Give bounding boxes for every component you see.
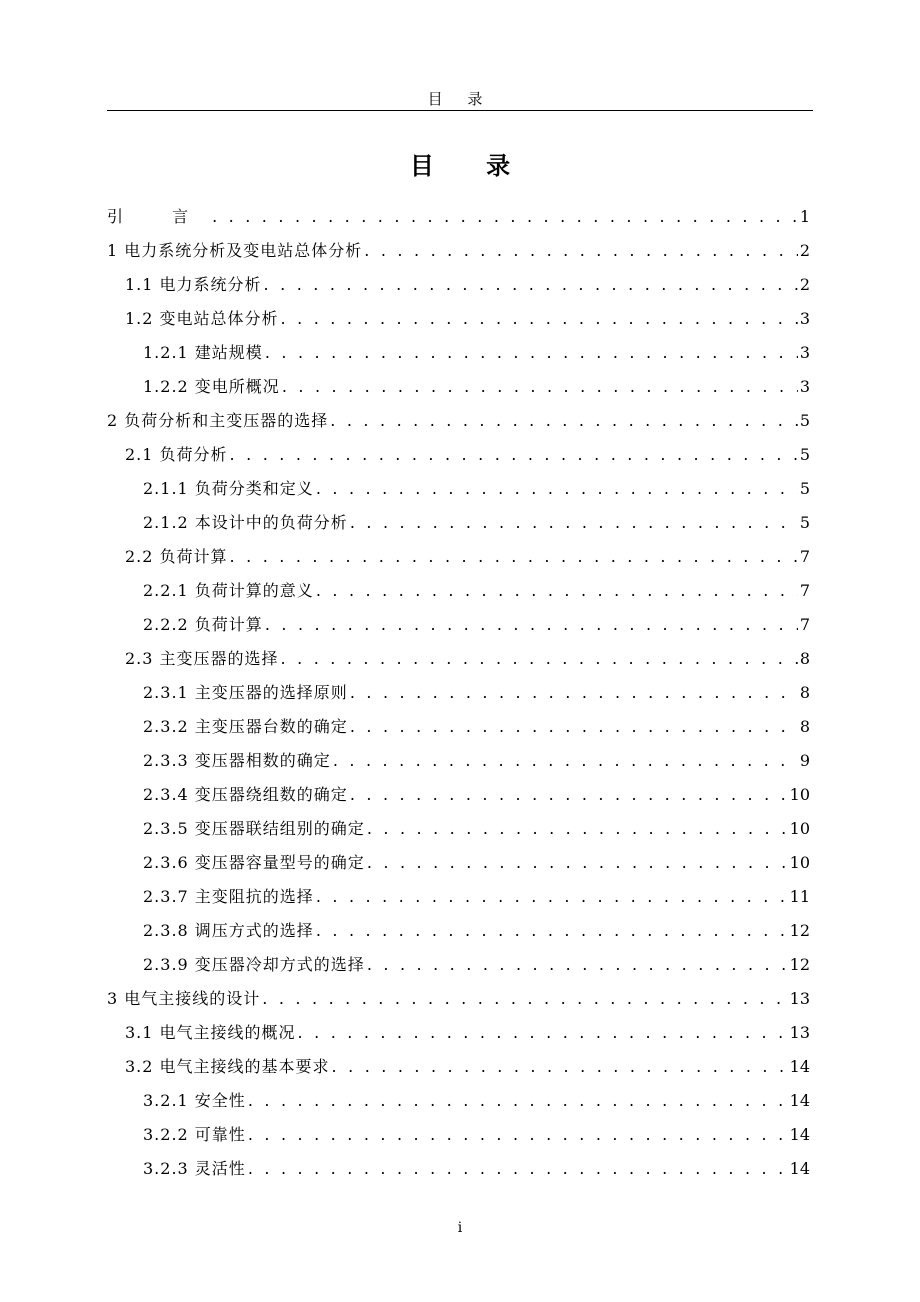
toc-entry-title: 1.1 电力系统分析 bbox=[125, 275, 262, 294]
running-header: 目 录 bbox=[427, 90, 493, 108]
table-of-contents bbox=[107, 204, 810, 1190]
toc-entry-page: 10 bbox=[789, 785, 810, 804]
toc-entry[interactable] bbox=[107, 510, 810, 544]
toc-entry-page: 5 bbox=[799, 445, 810, 464]
toc-dot-leader bbox=[350, 717, 798, 736]
toc-entry-title: 引 言 bbox=[107, 207, 211, 226]
toc-entry[interactable] bbox=[107, 272, 810, 306]
toc-entry-title: 2.3.3 变压器相数的确定 bbox=[143, 751, 331, 770]
toc-dot-leader bbox=[264, 275, 798, 294]
toc-entry[interactable] bbox=[107, 340, 810, 374]
page-number: i bbox=[457, 1220, 463, 1236]
toc-dot-leader bbox=[316, 479, 798, 498]
toc-entry-title: 2.1.2 本设计中的负荷分析 bbox=[143, 513, 348, 532]
toc-entry-page: 7 bbox=[799, 581, 810, 600]
toc-entry[interactable] bbox=[107, 1122, 810, 1156]
toc-entry[interactable] bbox=[107, 918, 810, 952]
toc-dot-leader bbox=[282, 377, 798, 396]
toc-entry-title: 2.2.1 负荷计算的意义 bbox=[143, 581, 314, 600]
toc-dot-leader bbox=[316, 887, 788, 906]
toc-entry-page: 5 bbox=[799, 513, 810, 532]
toc-entry[interactable] bbox=[107, 1088, 810, 1122]
toc-dot-leader bbox=[367, 853, 788, 872]
toc-entry-title: 1.2.2 变电所概况 bbox=[143, 377, 280, 396]
toc-entry-page: 11 bbox=[789, 887, 810, 906]
toc-entry-page: 2 bbox=[799, 241, 810, 260]
toc-entry-page: 14 bbox=[789, 1057, 810, 1076]
toc-entry[interactable] bbox=[107, 816, 810, 850]
toc-dot-leader bbox=[350, 513, 798, 532]
toc-entry-page: 13 bbox=[789, 1023, 810, 1042]
toc-entry-title: 1 电力系统分析及变电站总体分析 bbox=[107, 241, 363, 260]
toc-dot-leader bbox=[248, 1125, 788, 1144]
toc-dot-leader bbox=[316, 581, 798, 600]
toc-entry-title: 2.3.4 变压器绕组数的确定 bbox=[143, 785, 348, 804]
toc-entry-title: 2 负荷分析和主变压器的选择 bbox=[107, 411, 329, 430]
toc-entry-title: 2.1 负荷分析 bbox=[125, 445, 228, 464]
toc-entry-page: 7 bbox=[799, 547, 810, 566]
toc-entry-page: 5 bbox=[799, 411, 810, 430]
toc-entry-page: 2 bbox=[799, 275, 810, 294]
toc-dot-leader bbox=[332, 1057, 788, 1076]
toc-entry-page: 5 bbox=[799, 479, 810, 498]
toc-entry-page: 13 bbox=[789, 989, 810, 1008]
toc-entry-title: 3.2 电气主接线的基本要求 bbox=[125, 1057, 330, 1076]
header-rule bbox=[107, 110, 813, 111]
toc-entry[interactable] bbox=[107, 578, 810, 612]
toc-entry[interactable] bbox=[107, 680, 810, 714]
toc-entry-page: 8 bbox=[799, 649, 810, 668]
toc-entry-title: 3 电气主接线的设计 bbox=[107, 989, 261, 1008]
toc-entry[interactable] bbox=[107, 1054, 810, 1088]
toc-entry[interactable] bbox=[107, 646, 810, 680]
toc-dot-leader bbox=[248, 1159, 788, 1178]
toc-entry-page: 9 bbox=[799, 751, 810, 770]
toc-entry-page: 3 bbox=[799, 343, 810, 362]
toc-dot-leader bbox=[364, 241, 798, 260]
toc-dot-leader bbox=[230, 445, 798, 464]
toc-entry-page: 14 bbox=[789, 1125, 810, 1144]
toc-entry-title: 2.3 主变压器的选择 bbox=[125, 649, 279, 668]
toc-entry[interactable] bbox=[107, 238, 810, 272]
toc-entry-title: 2.3.1 主变压器的选择原则 bbox=[143, 683, 348, 702]
toc-entry[interactable] bbox=[107, 1020, 810, 1054]
toc-dot-leader bbox=[350, 785, 788, 804]
toc-dot-leader bbox=[281, 309, 798, 328]
toc-dot-leader bbox=[316, 921, 788, 940]
toc-dot-leader bbox=[248, 1091, 788, 1110]
toc-dot-leader bbox=[298, 1023, 788, 1042]
toc-entry-page: 10 bbox=[789, 853, 810, 872]
toc-entry-title: 3.1 电气主接线的概况 bbox=[125, 1023, 296, 1042]
toc-entry-page: 14 bbox=[789, 1159, 810, 1178]
toc-entry-title: 2.3.5 变压器联结组别的确定 bbox=[143, 819, 365, 838]
toc-entry-title: 2.1.1 负荷分类和定义 bbox=[143, 479, 314, 498]
toc-entry-page: 14 bbox=[789, 1091, 810, 1110]
toc-entry-title: 2.3.2 主变压器台数的确定 bbox=[143, 717, 348, 736]
toc-entry-page: 8 bbox=[799, 717, 810, 736]
toc-entry[interactable] bbox=[107, 306, 810, 340]
toc-entry[interactable] bbox=[107, 442, 810, 476]
toc-entry[interactable] bbox=[107, 408, 810, 442]
toc-entry[interactable] bbox=[107, 714, 810, 748]
toc-entry-title: 3.2.1 安全性 bbox=[143, 1091, 246, 1110]
toc-entry-title: 2.3.8 调压方式的选择 bbox=[143, 921, 314, 940]
toc-entry[interactable] bbox=[107, 204, 810, 238]
toc-entry-page: 12 bbox=[789, 921, 810, 940]
toc-dot-leader bbox=[212, 207, 798, 226]
toc-entry[interactable] bbox=[107, 782, 810, 816]
toc-entry-title: 3.2.3 灵活性 bbox=[143, 1159, 246, 1178]
toc-entry-title: 2.2 负荷计算 bbox=[125, 547, 228, 566]
toc-entry[interactable] bbox=[107, 374, 810, 408]
toc-title: 目 录 bbox=[409, 151, 533, 180]
toc-dot-leader bbox=[265, 615, 798, 634]
toc-entry-title: 1.2 变电站总体分析 bbox=[125, 309, 279, 328]
toc-entry-title: 2.2.2 负荷计算 bbox=[143, 615, 263, 634]
toc-entry[interactable] bbox=[107, 748, 810, 782]
toc-dot-leader bbox=[230, 547, 798, 566]
toc-entry[interactable] bbox=[107, 612, 810, 646]
toc-entry[interactable] bbox=[107, 476, 810, 510]
toc-entry-page: 3 bbox=[799, 377, 810, 396]
toc-dot-leader bbox=[281, 649, 798, 668]
toc-dot-leader bbox=[330, 411, 798, 430]
toc-dot-leader bbox=[350, 683, 798, 702]
toc-entry[interactable] bbox=[107, 952, 810, 986]
toc-entry-title: 1.2.1 建站规模 bbox=[143, 343, 263, 362]
toc-entry-title: 2.3.9 变压器冷却方式的选择 bbox=[143, 955, 365, 974]
toc-entry[interactable] bbox=[107, 850, 810, 884]
toc-entry-title: 2.3.6 变压器容量型号的确定 bbox=[143, 853, 365, 872]
toc-entry-title: 2.3.7 主变阻抗的选择 bbox=[143, 887, 314, 906]
toc-dot-leader bbox=[262, 989, 787, 1008]
toc-dot-leader bbox=[367, 819, 788, 838]
toc-entry-page: 12 bbox=[789, 955, 810, 974]
toc-dot-leader bbox=[333, 751, 798, 770]
toc-entry-page: 3 bbox=[799, 309, 810, 328]
toc-dot-leader bbox=[265, 343, 798, 362]
toc-entry-title: 3.2.2 可靠性 bbox=[143, 1125, 246, 1144]
toc-entry[interactable] bbox=[107, 884, 810, 918]
toc-entry[interactable] bbox=[107, 544, 810, 578]
toc-entry-page: 1 bbox=[799, 207, 810, 226]
toc-entry-page: 7 bbox=[799, 615, 810, 634]
toc-entry-page: 10 bbox=[789, 819, 810, 838]
toc-dot-leader bbox=[367, 955, 788, 974]
toc-entry[interactable] bbox=[107, 1156, 810, 1190]
toc-entry-page: 8 bbox=[799, 683, 810, 702]
toc-entry[interactable] bbox=[107, 986, 810, 1020]
